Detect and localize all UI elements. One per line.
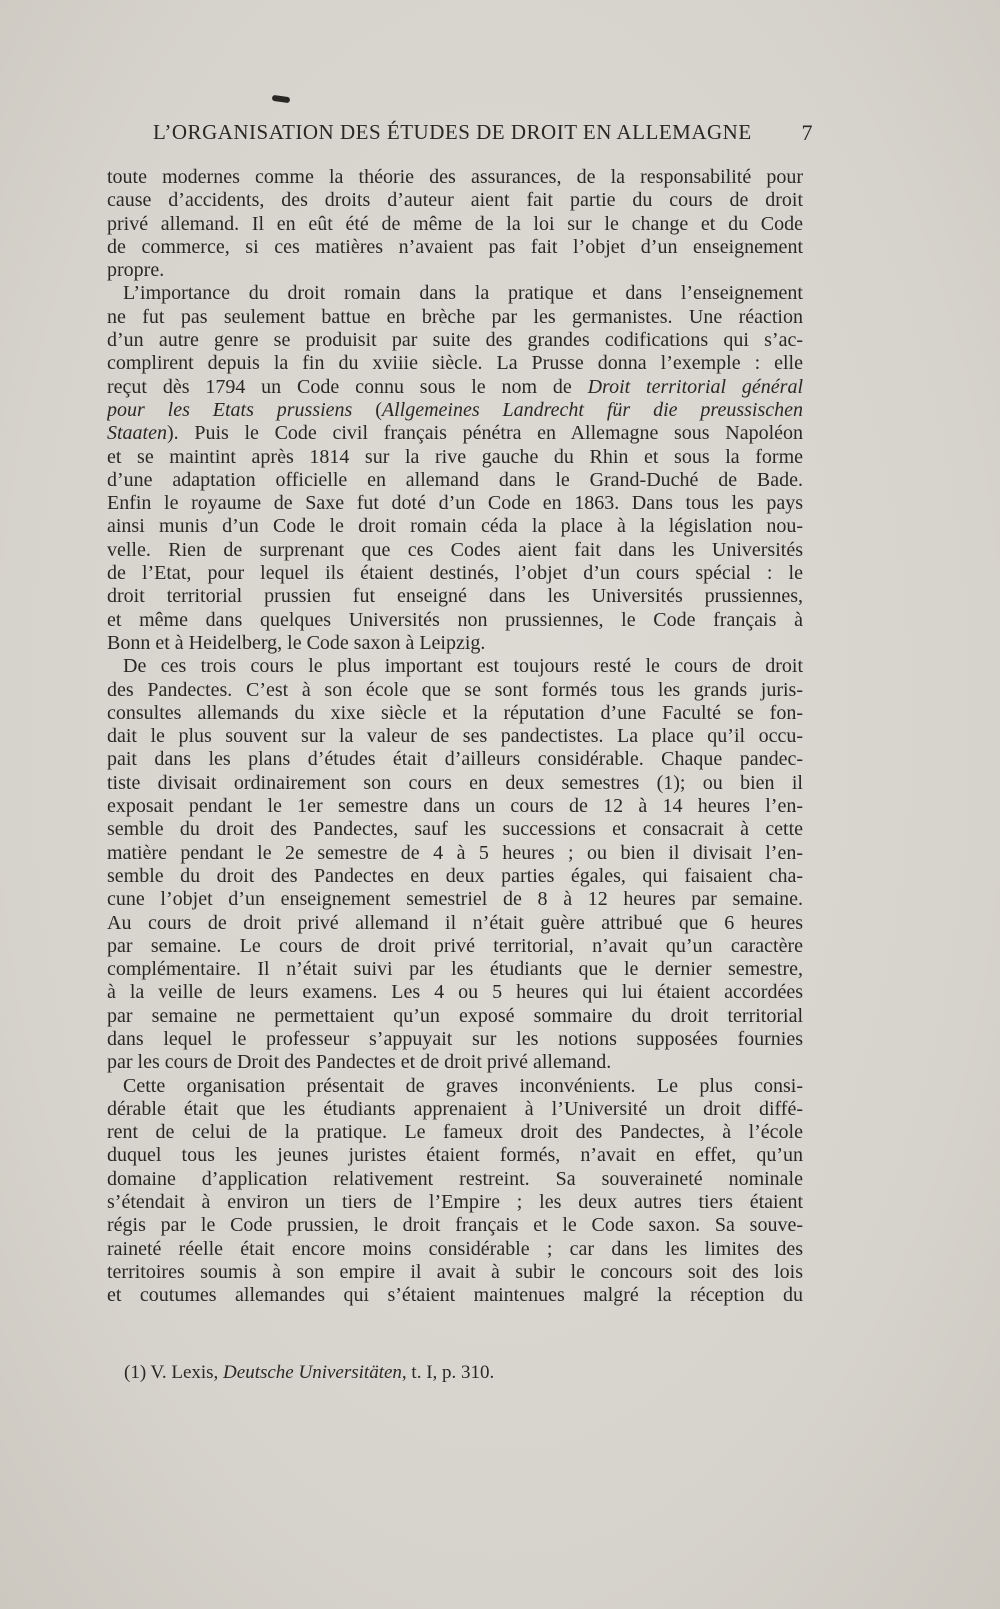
text-segment: droit territorial prussien fut enseigné dans les Universités prussiennes, (107, 585, 803, 608)
text-segment: toute modernes comme la théorie des assurances, de la responsabilité pour (107, 166, 803, 188)
footnote-title: Deutsche Universitäten (223, 1362, 402, 1383)
text-line (107, 632, 803, 655)
text-line (107, 515, 803, 538)
running-title: L’ORGANISATION DES ÉTUDES DE DROIT EN ALLEMAGNE (153, 120, 752, 144)
text-line (107, 282, 803, 305)
text-segment: velle. Rien de surprenant que ces Codes aient fait dans les Universités (107, 538, 803, 561)
text-line (107, 376, 803, 399)
text-segment: de commerce, si ces matières n’avaient pas fait l’objet d’un enseignement (107, 235, 803, 258)
text-segment: tiste divisait ordinairement son cours en deux semestres (1); ou bien il (107, 771, 803, 794)
text-line (107, 865, 803, 888)
text-segment: duquel tous les jeunes juristes étaient formés, n’avait en effet, qu’un (107, 1144, 803, 1167)
text-line (107, 818, 803, 841)
text-line (107, 585, 803, 608)
text-line (107, 399, 803, 422)
text-segment: territoires soumis à son empire il avait à subir le concours soit des lois (107, 1260, 803, 1283)
text-line (107, 725, 803, 748)
italic-segment: Staaten (107, 422, 167, 445)
text-segment: semble du droit des Pandectes en deux parties égales, qui faisaient cha- (107, 864, 803, 887)
text-segment: dans lequel le professeur s’appuyait sur les notions supposées fournies (107, 1027, 803, 1050)
text-segment: d’une adaptation officielle en allemand dans le Grand-Duché de Bade. (107, 468, 803, 491)
text-segment: Cette organisation présentait de graves inconvénients. Le plus consi- (123, 1074, 803, 1097)
text-line (107, 1284, 803, 1307)
text-line (107, 842, 803, 865)
text-line (107, 1214, 803, 1237)
text-line (107, 446, 803, 469)
text-segment: par semaine. Le cours de droit privé territorial, n’avait qu’un caractère (107, 934, 803, 957)
text-segment: domaine d’application relativement restreint. Sa souveraineté nominale (107, 1167, 803, 1190)
text-segment: ( (352, 398, 382, 421)
text-line (107, 236, 803, 259)
text-line (107, 306, 803, 329)
text-line (107, 1098, 803, 1121)
text-line (107, 422, 803, 445)
text-line (107, 748, 803, 771)
footnote-ref: , t. I, p. 310. (401, 1362, 495, 1383)
footnote (124, 1362, 684, 1384)
text-line (107, 1005, 803, 1028)
text-line (107, 981, 803, 1004)
page-number: 7 (801, 120, 813, 145)
text-segment: des Pandectes. C’est à son école que se sont formés tous les grands juris- (107, 678, 803, 701)
text-line (107, 702, 803, 725)
text-line (107, 352, 803, 375)
text-segment: ). Puis le Code civil français pénétra en Allemagne sous Napoléon (167, 422, 803, 445)
text-line (107, 1121, 803, 1144)
text-line (107, 795, 803, 818)
text-segment: Enfin le royaume de Saxe fut doté d’un Code en 1863. Dans tous les pays (107, 492, 803, 515)
text-segment: raineté réelle était encore moins considérable ; car dans les limites des (107, 1237, 803, 1260)
text-segment: d’un autre genre se produisit par suite des grandes codifications qui s’ac- (107, 329, 803, 352)
text-segment: rent de celui de la pratique. Le fameux droit des Pandectes, à l’école (107, 1121, 803, 1144)
running-head (153, 120, 813, 150)
text-segment: par semaine ne permettaient qu’un exposé sommaire du droit territorial (107, 1004, 803, 1027)
text-line (107, 469, 803, 492)
text-line (107, 259, 803, 282)
text-segment: exposait pendant le 1er semestre dans un cours de 12 à 14 heures l’en- (107, 795, 803, 818)
text-segment: et coutumes allemandes qui s’étaient maintenues malgré la réception du (107, 1284, 803, 1307)
text-segment: ne fut pas seulement battue en brèche par les germanistes. Une réaction (107, 305, 803, 328)
body-text (107, 166, 803, 1308)
text-segment: Au cours de droit privé allemand il n’était guère attribué que 6 heures (107, 911, 803, 934)
italic-segment: Droit territorial général (587, 375, 803, 398)
text-segment: à la veille de leurs examens. Les 4 ou 5 heures qui lui étaient accordées (107, 981, 803, 1004)
text-line (107, 655, 803, 678)
text-segment: cune l’objet d’un enseignement semestriel de 8 à 12 heures par semaine. (107, 888, 803, 911)
text-line (107, 1075, 803, 1098)
text-line (107, 1191, 803, 1214)
text-line (107, 492, 803, 515)
text-segment: s’étendait à environ un tiers de l’Empire ; les deux autres tiers étaient (107, 1191, 803, 1214)
text-segment: de l’Etat, pour lequel ils étaient destinés, l’objet d’un cours spécial : le (107, 562, 803, 585)
text-segment: cause d’accidents, des droits d’auteur aient fait partie du cours de droit (107, 189, 803, 212)
text-line (107, 329, 803, 352)
text-line (107, 213, 803, 236)
text-line (107, 958, 803, 981)
text-segment: matière pendant le 2e semestre de 4 à 5 heures ; ou bien il divisait l’en- (107, 841, 803, 864)
text-segment: consultes allemands du xixe siècle et la réputation d’une Faculté se fon- (107, 701, 803, 724)
italic-segment: pour les Etats prussiens (107, 398, 353, 421)
text-segment: semble du droit des Pandectes, sauf les successions et consacrait à cette (107, 818, 803, 841)
text-segment: dait le plus souvent sur la valeur de ses pandectistes. La place qu’il occu- (107, 725, 803, 748)
text-segment: complirent depuis la fin du xviiie siècle. La Prusse donna l’exemple : elle (107, 352, 803, 375)
text-line (107, 562, 803, 585)
text-line (107, 1051, 803, 1074)
text-segment: De ces trois cours le plus important est toujours resté le cours de droit (123, 655, 803, 678)
text-segment: Bonn et à Heidelberg, le Code saxon à Leipzig. (107, 631, 486, 654)
text-line (107, 189, 803, 212)
text-segment: L’importance du droit romain dans la pratique et dans l’enseignement (123, 282, 803, 305)
text-segment: pait dans les plans d’études était d’ailleurs considérable. Chaque pandec- (107, 748, 803, 771)
text-line (107, 609, 803, 632)
text-segment: dérable était que les étudiants apprenaient à l’Université un droit diffé- (107, 1097, 803, 1120)
text-line (107, 166, 803, 189)
text-line (107, 912, 803, 935)
text-segment: propre. (107, 259, 165, 282)
text-line (107, 1261, 803, 1284)
text-line (107, 1168, 803, 1191)
text-segment: et se maintint après 1814 sur la rive gauche du Rhin et sous la forme (107, 445, 803, 468)
text-segment: et même dans quelques Universités non prussiennes, le Code français à (107, 608, 803, 631)
text-line (107, 539, 803, 562)
text-segment: privé allemand. Il en eût été de même de la loi sur le change et du Code (107, 212, 803, 235)
ink-mark (272, 95, 291, 103)
text-segment: complémentaire. Il n’était suivi par les étudiants que le dernier semestre, (107, 958, 803, 981)
text-line (107, 1028, 803, 1051)
italic-segment: Allgemeines Landrecht für die preussischen (381, 398, 803, 421)
footnote-text: (1) V. Lexis, (124, 1362, 224, 1383)
text-line (107, 679, 803, 702)
text-line (107, 1238, 803, 1261)
text-segment: par les cours de Droit des Pandectes et de droit privé allemand. (107, 1051, 612, 1074)
text-segment: régis par le Code prussien, le droit français et le Code saxon. Sa souve- (107, 1214, 803, 1237)
text-line (107, 772, 803, 795)
text-line (107, 888, 803, 911)
text-segment: reçut dès 1794 un Code connu sous le nom de (107, 375, 588, 398)
text-line (107, 935, 803, 958)
text-segment: ainsi munis d’un Code le droit romain céda la place à la législation nou- (107, 515, 803, 538)
text-line (107, 1144, 803, 1167)
